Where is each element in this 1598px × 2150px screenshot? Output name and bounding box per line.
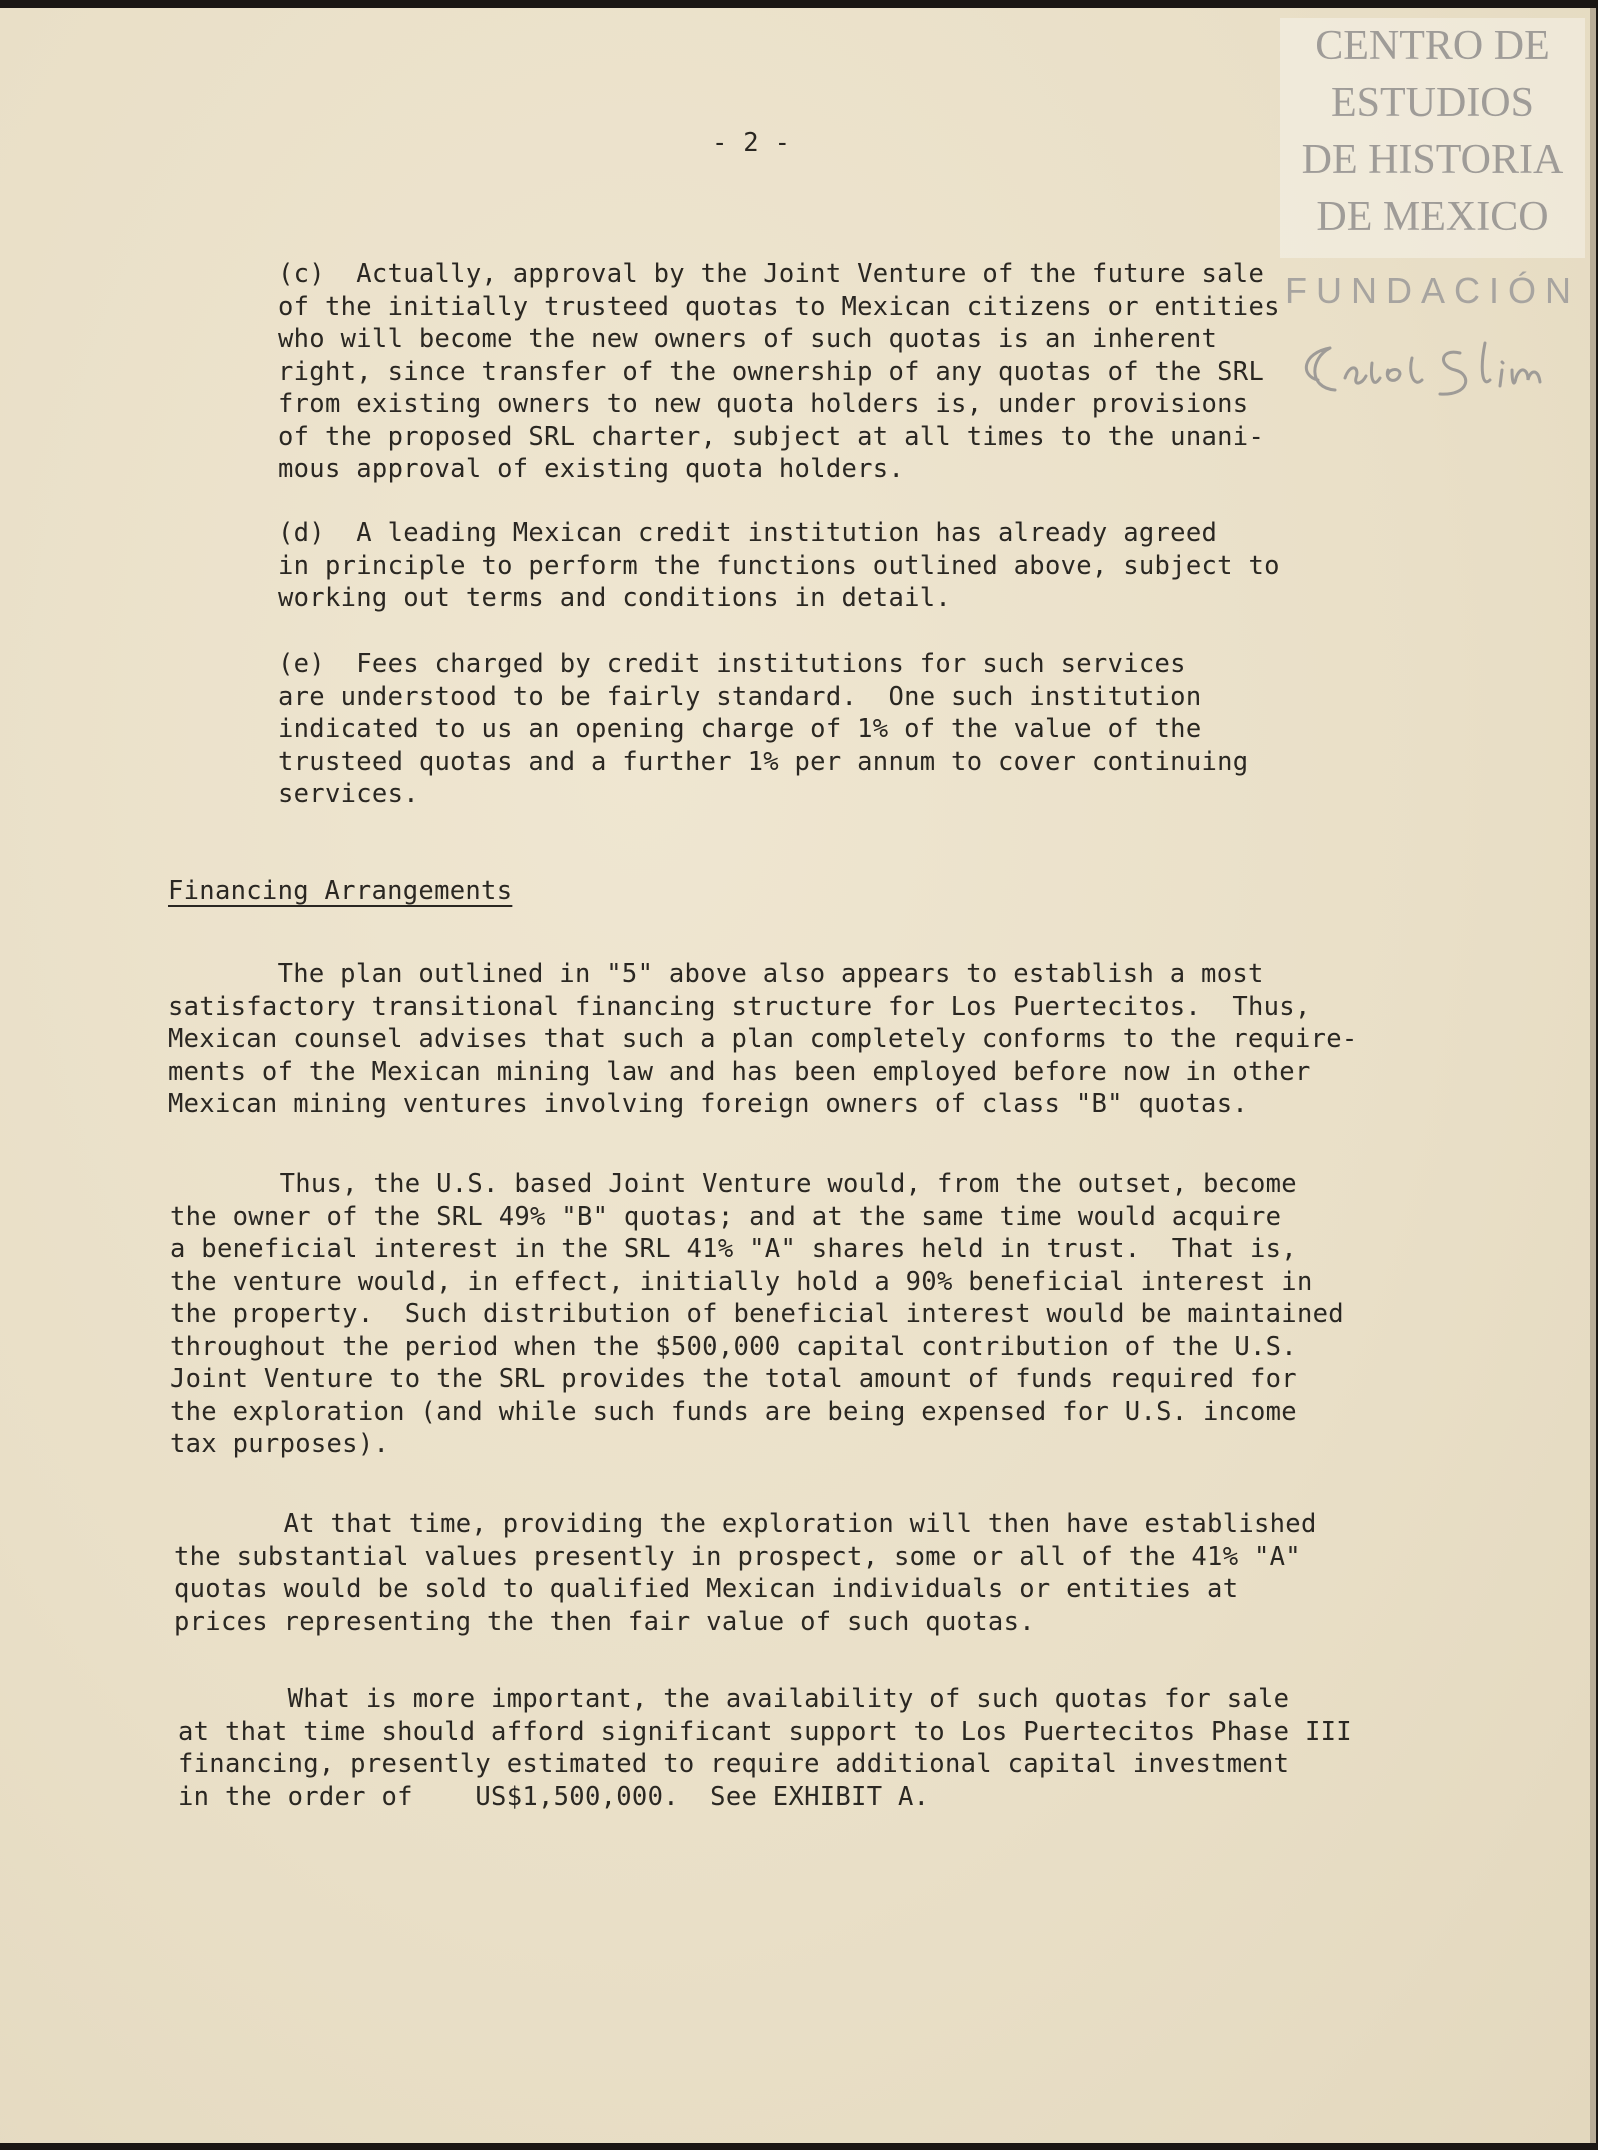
document-page bbox=[0, 8, 1596, 2143]
foundation-label: FUNDACIÓN bbox=[1285, 270, 1580, 311]
section-heading: Financing Arrangements bbox=[168, 876, 513, 906]
paragraph-d: (d) A leading Mexican credit institution has already agreed in principle to perform the functions outlined above, subject to working out terms and conditions in detail. bbox=[278, 518, 1280, 613]
archive-watermark bbox=[1280, 18, 1585, 258]
watermark-line: DE MEXICO bbox=[1316, 194, 1549, 240]
paragraph-c: (c) Actually, approval by the Joint Venture of the future sale of the initially trusteed quotas to Mexican citizens or entities who will become the new owners of such quotas is an inherent right, since transfer of the ownership of any quotas of the SRL from existing owners to new quota holders is, under provisions of the proposed SRL charter, subject at all times to the unani- mous approval of existing quota holders. bbox=[278, 259, 1280, 484]
paragraph-financing: What is more important, the availability of such quotas for sale at that time should afford significant support to Los Puertecitos Phase III financing, presently estimated to require additional capital investment in the order of US$1,500,000. See EXHIBIT A. bbox=[178, 1684, 1352, 1812]
page-number: - 2 - bbox=[712, 128, 791, 158]
paragraph-exploration: At that time, providing the exploration will then have established the substantial values presently in prospect, some or all of the 41% "A" quotas would be sold to qualified Mexican individuals or entities at prices representing the then fair value of such quotas. bbox=[174, 1509, 1317, 1637]
watermark-line: DE HISTORIA bbox=[1301, 137, 1564, 183]
watermark-line: ESTUDIOS bbox=[1330, 80, 1534, 126]
paragraph-joint-venture: Thus, the U.S. based Joint Venture would, from the outset, become the owner of the SRL 49% "B" quotas; and at the same time would acquire a beneficial interest in the SRL 41% "A" shares held in trust. That is, the venture would, in effect, initially hold a 90% beneficial interest in the property. Such distribution of beneficial interest would be maintained throughout the period when the $500,000 capital contribution of the U.S. Joint Venture to the SRL provides the total amount of funds required for the exploration (and while such funds are being expensed for U.S. income tax purposes). bbox=[170, 1169, 1344, 1459]
paragraph-plan: The plan outlined in "5" above also appears to establish a most satisfactory transitional financing structure for Los Puertecitos. Thus, Mexican counsel advises that such a plan completely conforms to the require- ments of the Mexican mining law and has been employed before now in other Mexican mining ventures involving foreign owners of class "B" quotas. bbox=[168, 959, 1358, 1119]
watermark-line: CENTRO DE bbox=[1315, 23, 1550, 69]
signature-logo bbox=[1290, 318, 1590, 418]
paragraph-e: (e) Fees charged by credit institutions for such services are understood to be fairly standard. One such institution indicated to us an opening charge of 1% of the value of the trusteed quotas and a further 1% per annum to cover continuing services. bbox=[278, 649, 1249, 809]
